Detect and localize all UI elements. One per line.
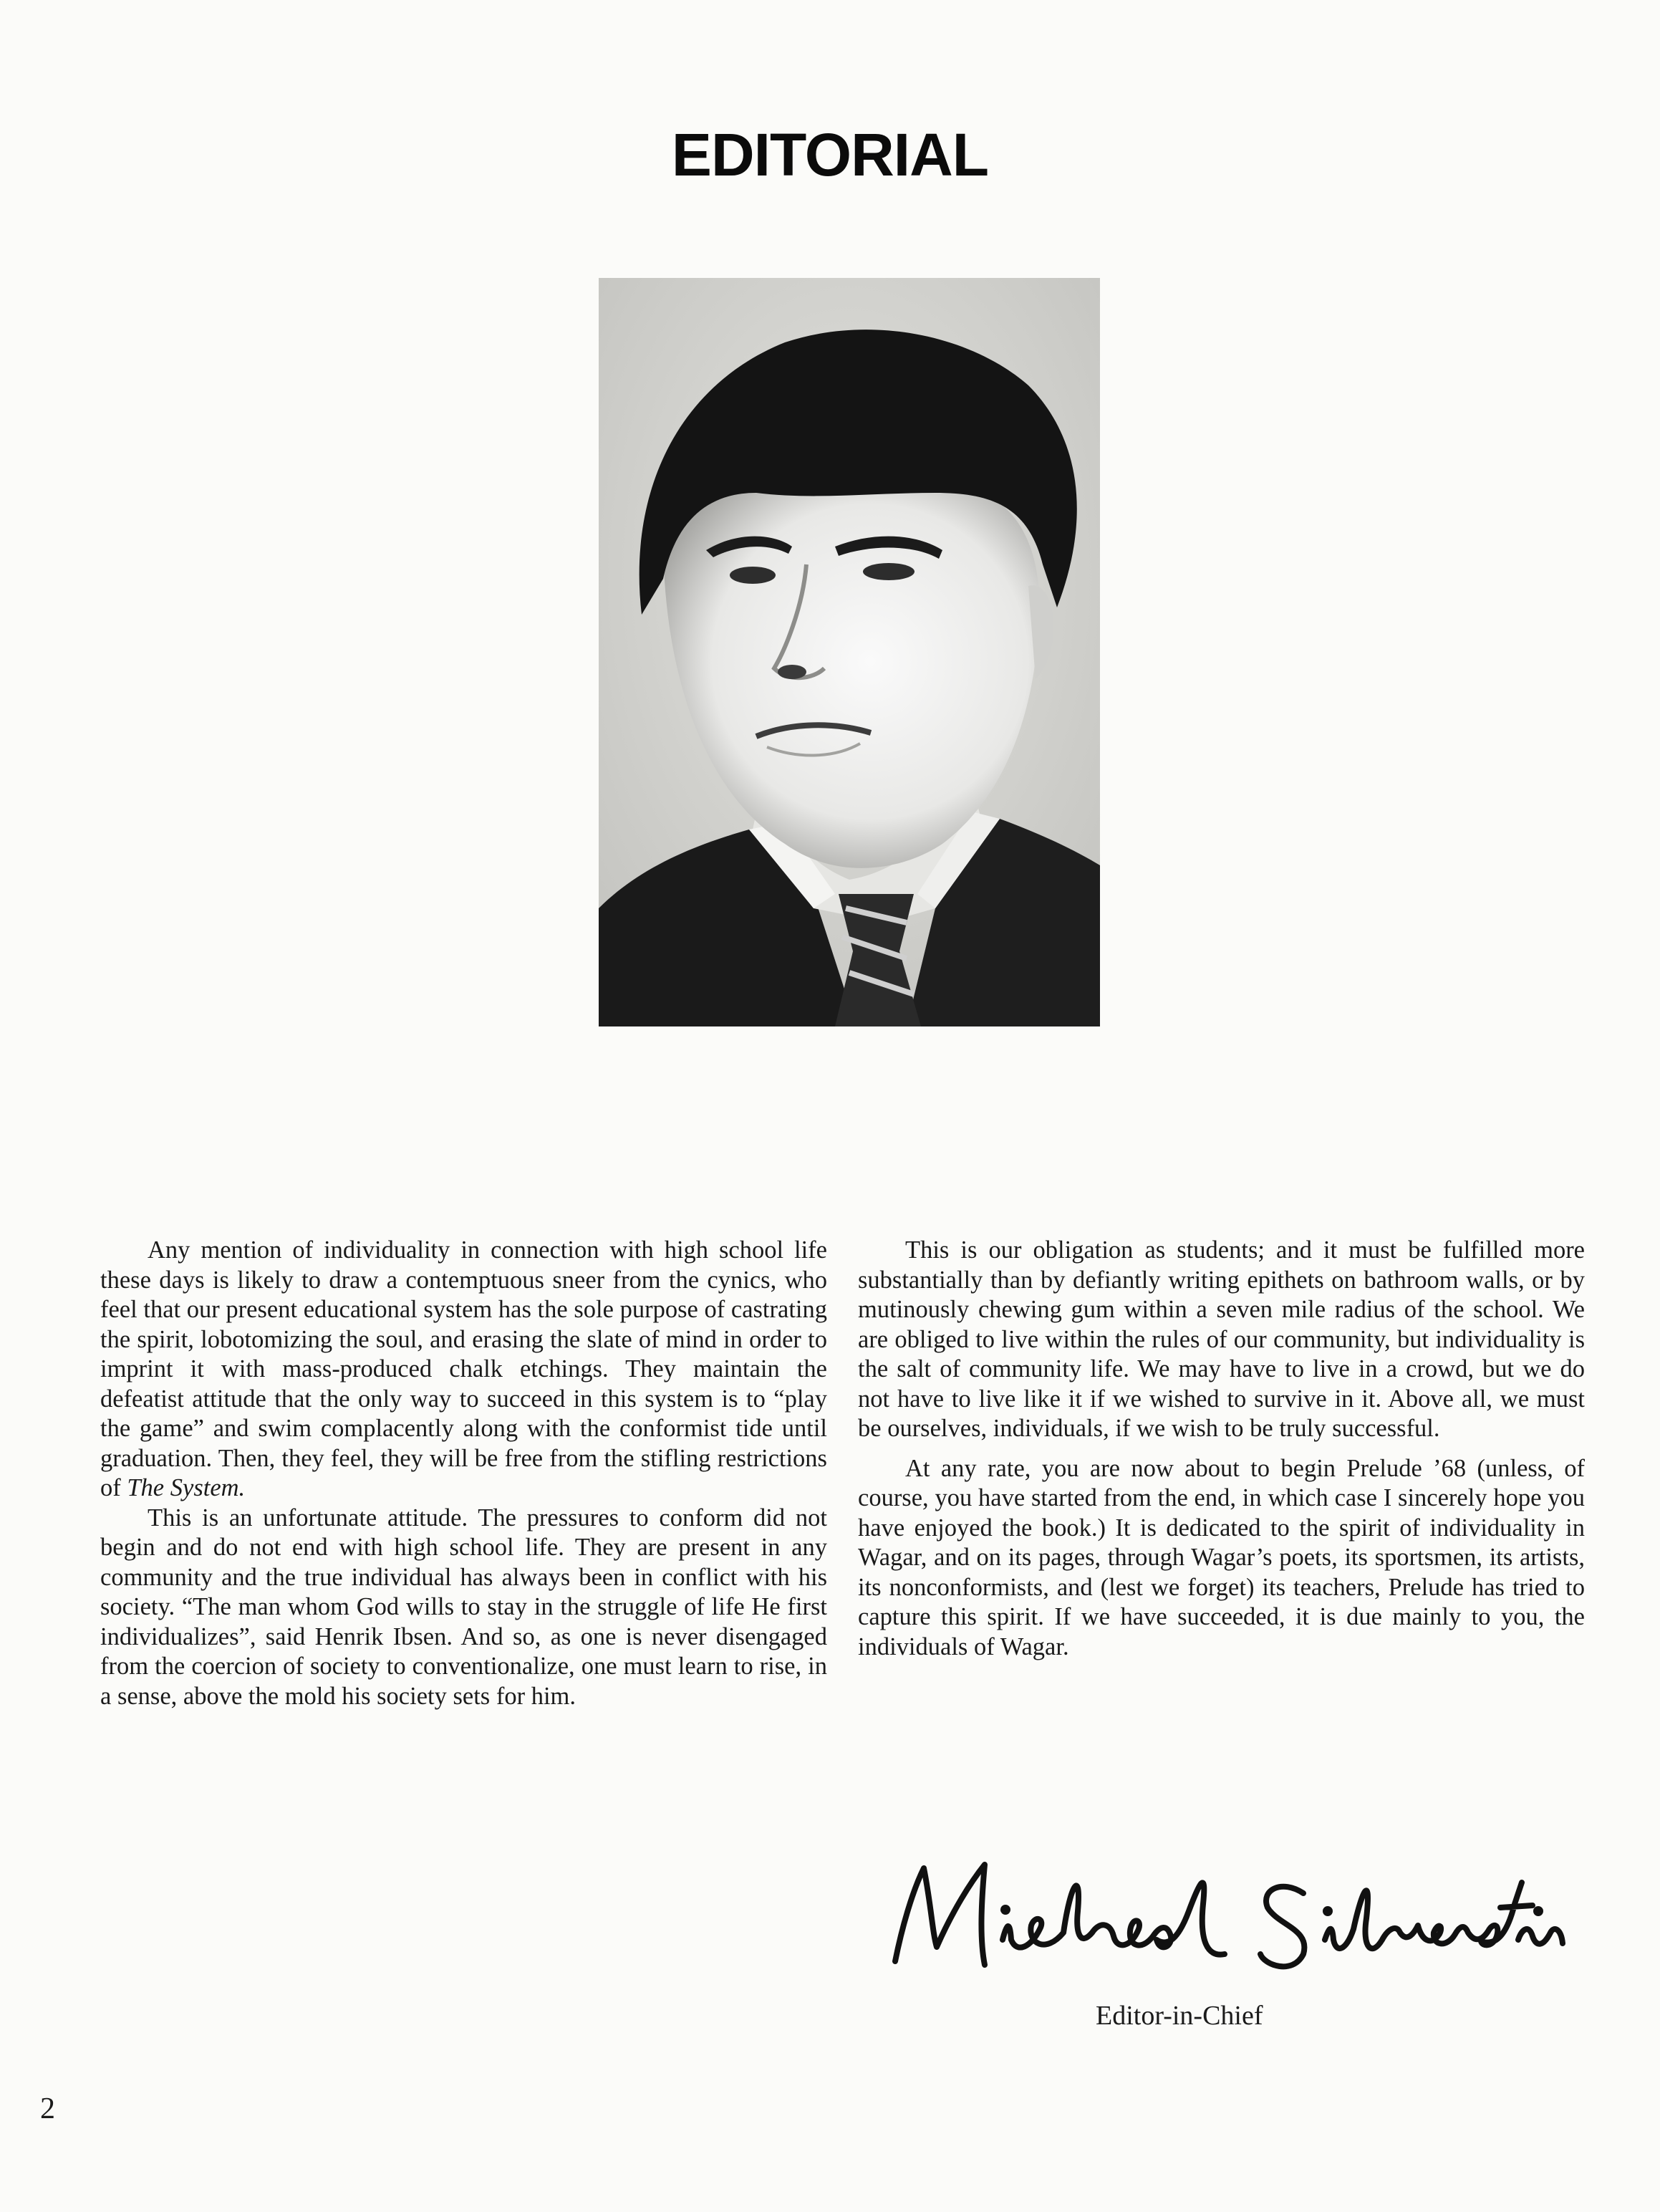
editorial-paragraph: This is our obligation as students; and it must be fulfilled more substantially than by defiantly writing epithets on bathroom walls, or by mutinously chewing gum within a seven mile radius of the school. We are obliged to live within the rules of our community, but individuality is the salt of community life. We may have to live in a crowd, but we do not have to live like it if we wished to survive in it. Above all, we must be ourselves, individuals, if we wish to be truly successful. <box>858 1236 1585 1442</box>
page-title: EDITORIAL <box>671 121 989 188</box>
editorial-paragraph: At any rate, you are now about to begin Prelude ’68 (unless, of course, you have started from the end, in which case I sincerely hope you have enjoyed the book.) It is dedicated to the spirit of individuality in Wagar, and on its pages, through Wagar’s poets, its sportsmen, its artists, its nonconformists, and (lest we forget) its teachers, Prelude has tried to capture this spirit. If we have succeeded, it is due mainly to you, the individuals of Wagar. <box>858 1454 1585 1660</box>
editorial-left-column <box>100 1236 827 1711</box>
portrait-photo-icon <box>599 278 1100 1026</box>
editorial-paragraph: This is an unfortunate attitude. The pressures to conform did not begin and do not end with high school life. They are present in any community and the true individual has always been in conflict with his society. “The man whom God wills to stay in the struggle of life He first individualizes”, said Henrik Ibsen. And so, as one is never disengaged from the coercion of society to conventionalize, one must learn to rise, in a sense, above the mold his society sets for him. <box>100 1504 827 1710</box>
page-number: 2 <box>40 2092 55 2125</box>
handwritten-signature <box>852 1840 1575 1983</box>
signature-role: Editor-in-Chief <box>1096 2001 1263 2031</box>
portrait-photo <box>599 278 1100 1026</box>
editorial-right-column <box>858 1236 1585 1662</box>
italic-phrase: The System. <box>127 1474 246 1501</box>
editorial-paragraph <box>100 1236 827 1504</box>
paragraph-text: Any mention of individuality in connection with high school life these days is likely to draw a contemptuous sneer from the cynics, who feel that our present educational system has the sole purpose of castrating the spirit, lobotomizing the soul, and erasing the slate of mind in order to imprint it with mass-produced chalk etchings. They maintain the defeatist attitude that the only way to succeed in this system is to “play the game” and swim complacently along with the conformist tide until graduation. Then, they feel, they will be free from the stifling restrictions of <box>100 1236 827 1501</box>
